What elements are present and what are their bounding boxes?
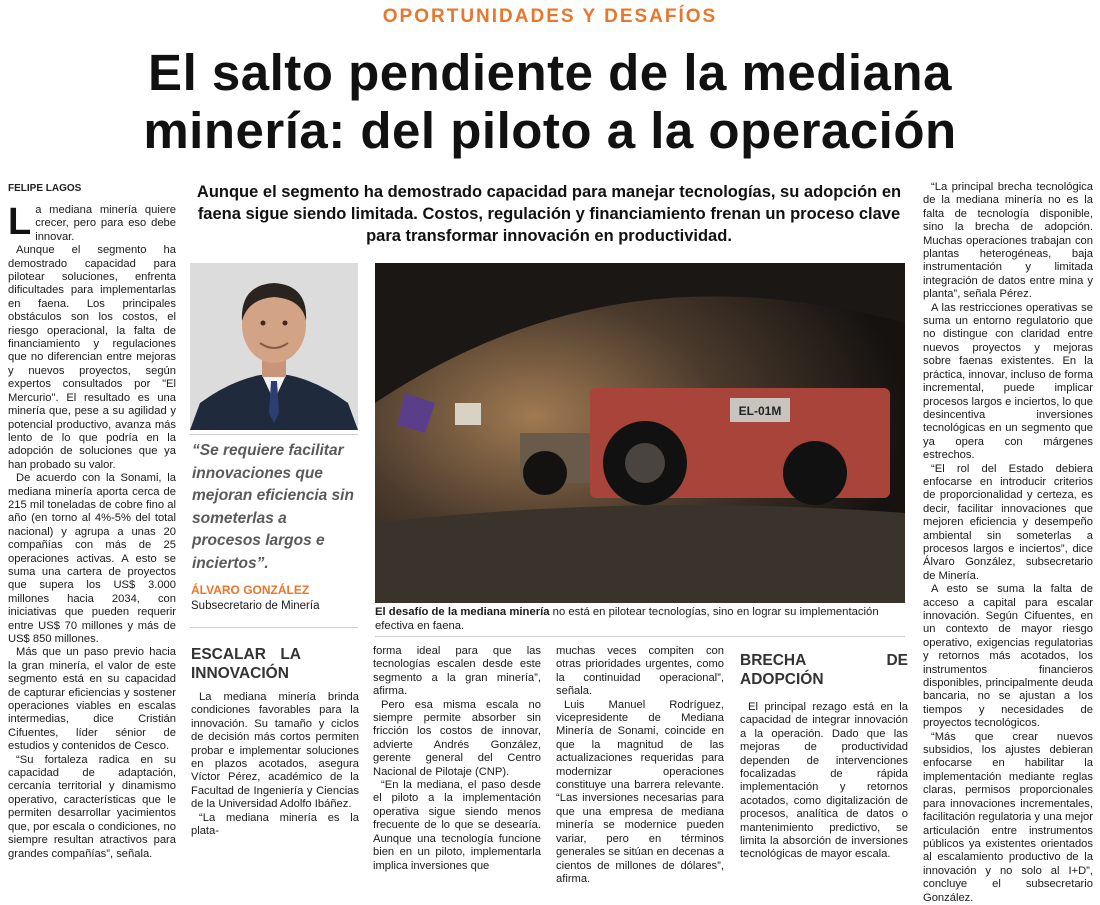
- column-1: [8, 201, 176, 861]
- col3-paragraph-1: forma ideal para que las tecnologías escalen desde este segmento a la gran minería”, afirma.: [373, 645, 541, 698]
- headline: [0, 44, 1100, 160]
- column-6: [923, 181, 1093, 905]
- dek: Aunque el segmento ha demostrado capacidad para manejar tecnologías, su adopción en faena sigue siendo limitada. Costos, regulación y financiamiento frenan un proceso clave para transformar innovación en productividad.: [196, 183, 902, 245]
- col1-paragraph-5: “Su fortaleza radica en su capacidad de adaptación, cercanía territorial y dinamismo operativo, características que le permiten desarrollar yacimientos que, por escala o condiciones, no siempre resultan atractivos para grandes compañías”, señala.: [8, 753, 176, 860]
- column-3: [373, 645, 541, 873]
- photo-caption: El desafío de la mediana minería no está en pilotear tecnologías, sino en lograr su implementación efectiva en faena.: [375, 606, 879, 632]
- col1-paragraph-4: Más que un paso previo hacia la gran minería, el valor de este segmento está en su capacidad de capturar eficiencias y sostener operaciones viables en escalas intermedias, dice Cristián Cifuentes, líder sénior de estudios y contenidos de Cesco.: [8, 646, 176, 753]
- col6-paragraph-3: “El rol del Estado debiera enfocarse en introducir criterios de proporcionalidad y certeza, es decir, facilitar innovaciones que mejoren eficiencia y desempeño ambiental sin someterlas a procesos largos e inciertos”, dice Álvaro González, subsecretario de Minería.: [923, 462, 1093, 582]
- col6-paragraph-2: A las restricciones operativas se suma un entorno regulatorio que no distingue con claridad entre nuevos proyectos y mejoras sobre faenas existentes. En la práctica, innovar, incluso de forma incremental, puede implicar procesos largos e inciertos, lo que desincentiva inversiones tecnológicas en un segmento que ya opera con márgenes estrechos.: [923, 301, 1093, 462]
- pull-quote: “Se requiere facilitar innovaciones que mejoran eficiencia sin someterlas a procesos largos e inciertos”.: [192, 442, 354, 572]
- col1-paragraph-1: La mediana minería quiere crecer, pero para eso debe innovar.: [8, 201, 176, 243]
- col3-paragraph-2: Pero esa misma escala no siempre permite absorber sin fricción los costos de innovar, advierte Andrés González, gerente general del Centro Nacional de Pilotaje (CNP).: [373, 698, 541, 778]
- col5-paragraph-1: El principal rezago está en la capacidad de integrar innovación a la operación. Dado que las mejoras de productividad dependen de intervenciones focalizadas de rápida implementación y retornos acotados, como digitalización de procesos, analítica de datos o mantenimiento predictivo, se limita la absorción de inversiones tecnológicas de mayor escala.: [740, 701, 908, 861]
- quote-author-role: Subsecretario de Minería: [191, 600, 320, 612]
- mine-photo: [375, 263, 905, 603]
- col6-paragraph-5: “Más que crear nuevos subsidios, los ajustes debieran enfocarse en habilitar la implementación mediante reglas claras, permisos proporcionales para innovaciones incrementales, facilitación regulatoria y una mejor articulación entre instrumentos públicos ya existentes orientados al escalamiento productivo de la innovación y no solo al I+D”, concluye el subsecretario González.: [923, 730, 1093, 904]
- subhead-escalar: ESCALAR LA INNOVACIÓN: [191, 646, 301, 682]
- quote-rule-bottom: [190, 627, 358, 628]
- quote-author: ÁLVARO GONZÁLEZ: [191, 583, 310, 597]
- subhead-brecha: BRECHA DE ADOPCIÓN: [740, 652, 908, 688]
- column-5: [740, 651, 908, 862]
- column-2: [191, 645, 359, 838]
- col2-paragraph-1: La mediana minería brinda condiciones favorables para la innovación. Su tamaño y ciclos de decisión más cortos permiten probar e implementar soluciones en plazos acotados, asegura Víctor Pérez, académico de la Facultad de Ingeniería y Ciencias de la Universidad Adolfo Ibáñez.: [191, 691, 359, 811]
- column-4: [556, 645, 724, 886]
- byline: FELIPE LAGOS: [8, 183, 82, 194]
- col4-paragraph-2: Luis Manuel Rodríguez, vicepresidente de Mediana Minería de Sonami, coincide en que la magnitud de las actualizaciones requeridas para modernizar operaciones constituye una barrera relevante. “Las inversiones necesarias para que una empresa de mediana minería se modernice pueden variar, pero en términos generales se sitúan en decenas a cientos de millones de dólares”, afirma.: [556, 698, 724, 885]
- col1-paragraph-2: Aunque el segmento ha demostrado capacidad para pilotear soluciones, enfrenta dificultades para implementarlas en faena. Los principales obstáculos son los costos, el riesgo operacional, la falta de financiamiento y regulaciones que no diferencian entre mejoras y nuevos proyectos, según expertos consultados por "El Mercurio". El resultado es una minería que, pese a su agilidad y potencial productivo, avanza más lento de lo que podría en la adopción de soluciones que ya han probado su valor.: [8, 244, 176, 471]
- section-kicker: OPORTUNIDADES Y DESAFÍOS: [382, 6, 718, 27]
- vehicle-sign: EL-01M: [738, 404, 782, 418]
- col3-paragraph-3: “En la mediana, el paso desde el piloto a la implementación operativa sigue siendo menos frecuente de lo que se desearía. Aunque una tecnología funcione bien en un piloto, implementarla implica inversiones que: [373, 779, 541, 872]
- caption-rule: [375, 636, 905, 637]
- quote-rule-top: [190, 434, 358, 435]
- col4-paragraph-1: muchas veces compiten con otras prioridades urgentes, como la continuidad operacional”, señala.: [556, 645, 724, 698]
- portrait-photo: [190, 263, 358, 430]
- col1-paragraph-3: De acuerdo con la Sonami, la mediana minería aporta cerca de 215 mil toneladas de cobre fino al año (en torno al 4%-5% del total nacional) y agrupa a unas 20 compañías con más de 25 operaciones activas. A esto se suma una cartera de proyectos que supera los US$ 3.000 millones hacia 2034, con iniciativas que pueden requerir entre US$ 70 millones y más de US$ 850 millones.: [8, 472, 176, 645]
- col2-paragraph-2: “La mediana minería es la plata-: [191, 811, 359, 838]
- headline-line-1: El salto pendiente de la mediana: [148, 44, 952, 101]
- col6-paragraph-1: “La principal brecha tecnológica de la mediana minería no es la falta de tecnología disponible, sino la brecha de adopción. Muchas operaciones trabajan con plantas heterogéneas, baja instrumentación y limitada integración de datos entre mina y planta”, señala Pérez.: [923, 181, 1093, 301]
- drop-cap: L: [8, 201, 32, 243]
- headline-line-2: minería: del piloto a la operación: [143, 102, 957, 159]
- col6-paragraph-4: A esto se suma la falta de acceso a capital para escalar innovación. Según Cifuentes, en un contexto de mayor riesgo operativo, exigencias regulatorias y retornos más acotados, los instrumentos financieros disponibles, principalmente deuda bancaria, no se ajustan a los tiempos y necesidades de proyectos tecnológicos.: [923, 583, 1093, 730]
